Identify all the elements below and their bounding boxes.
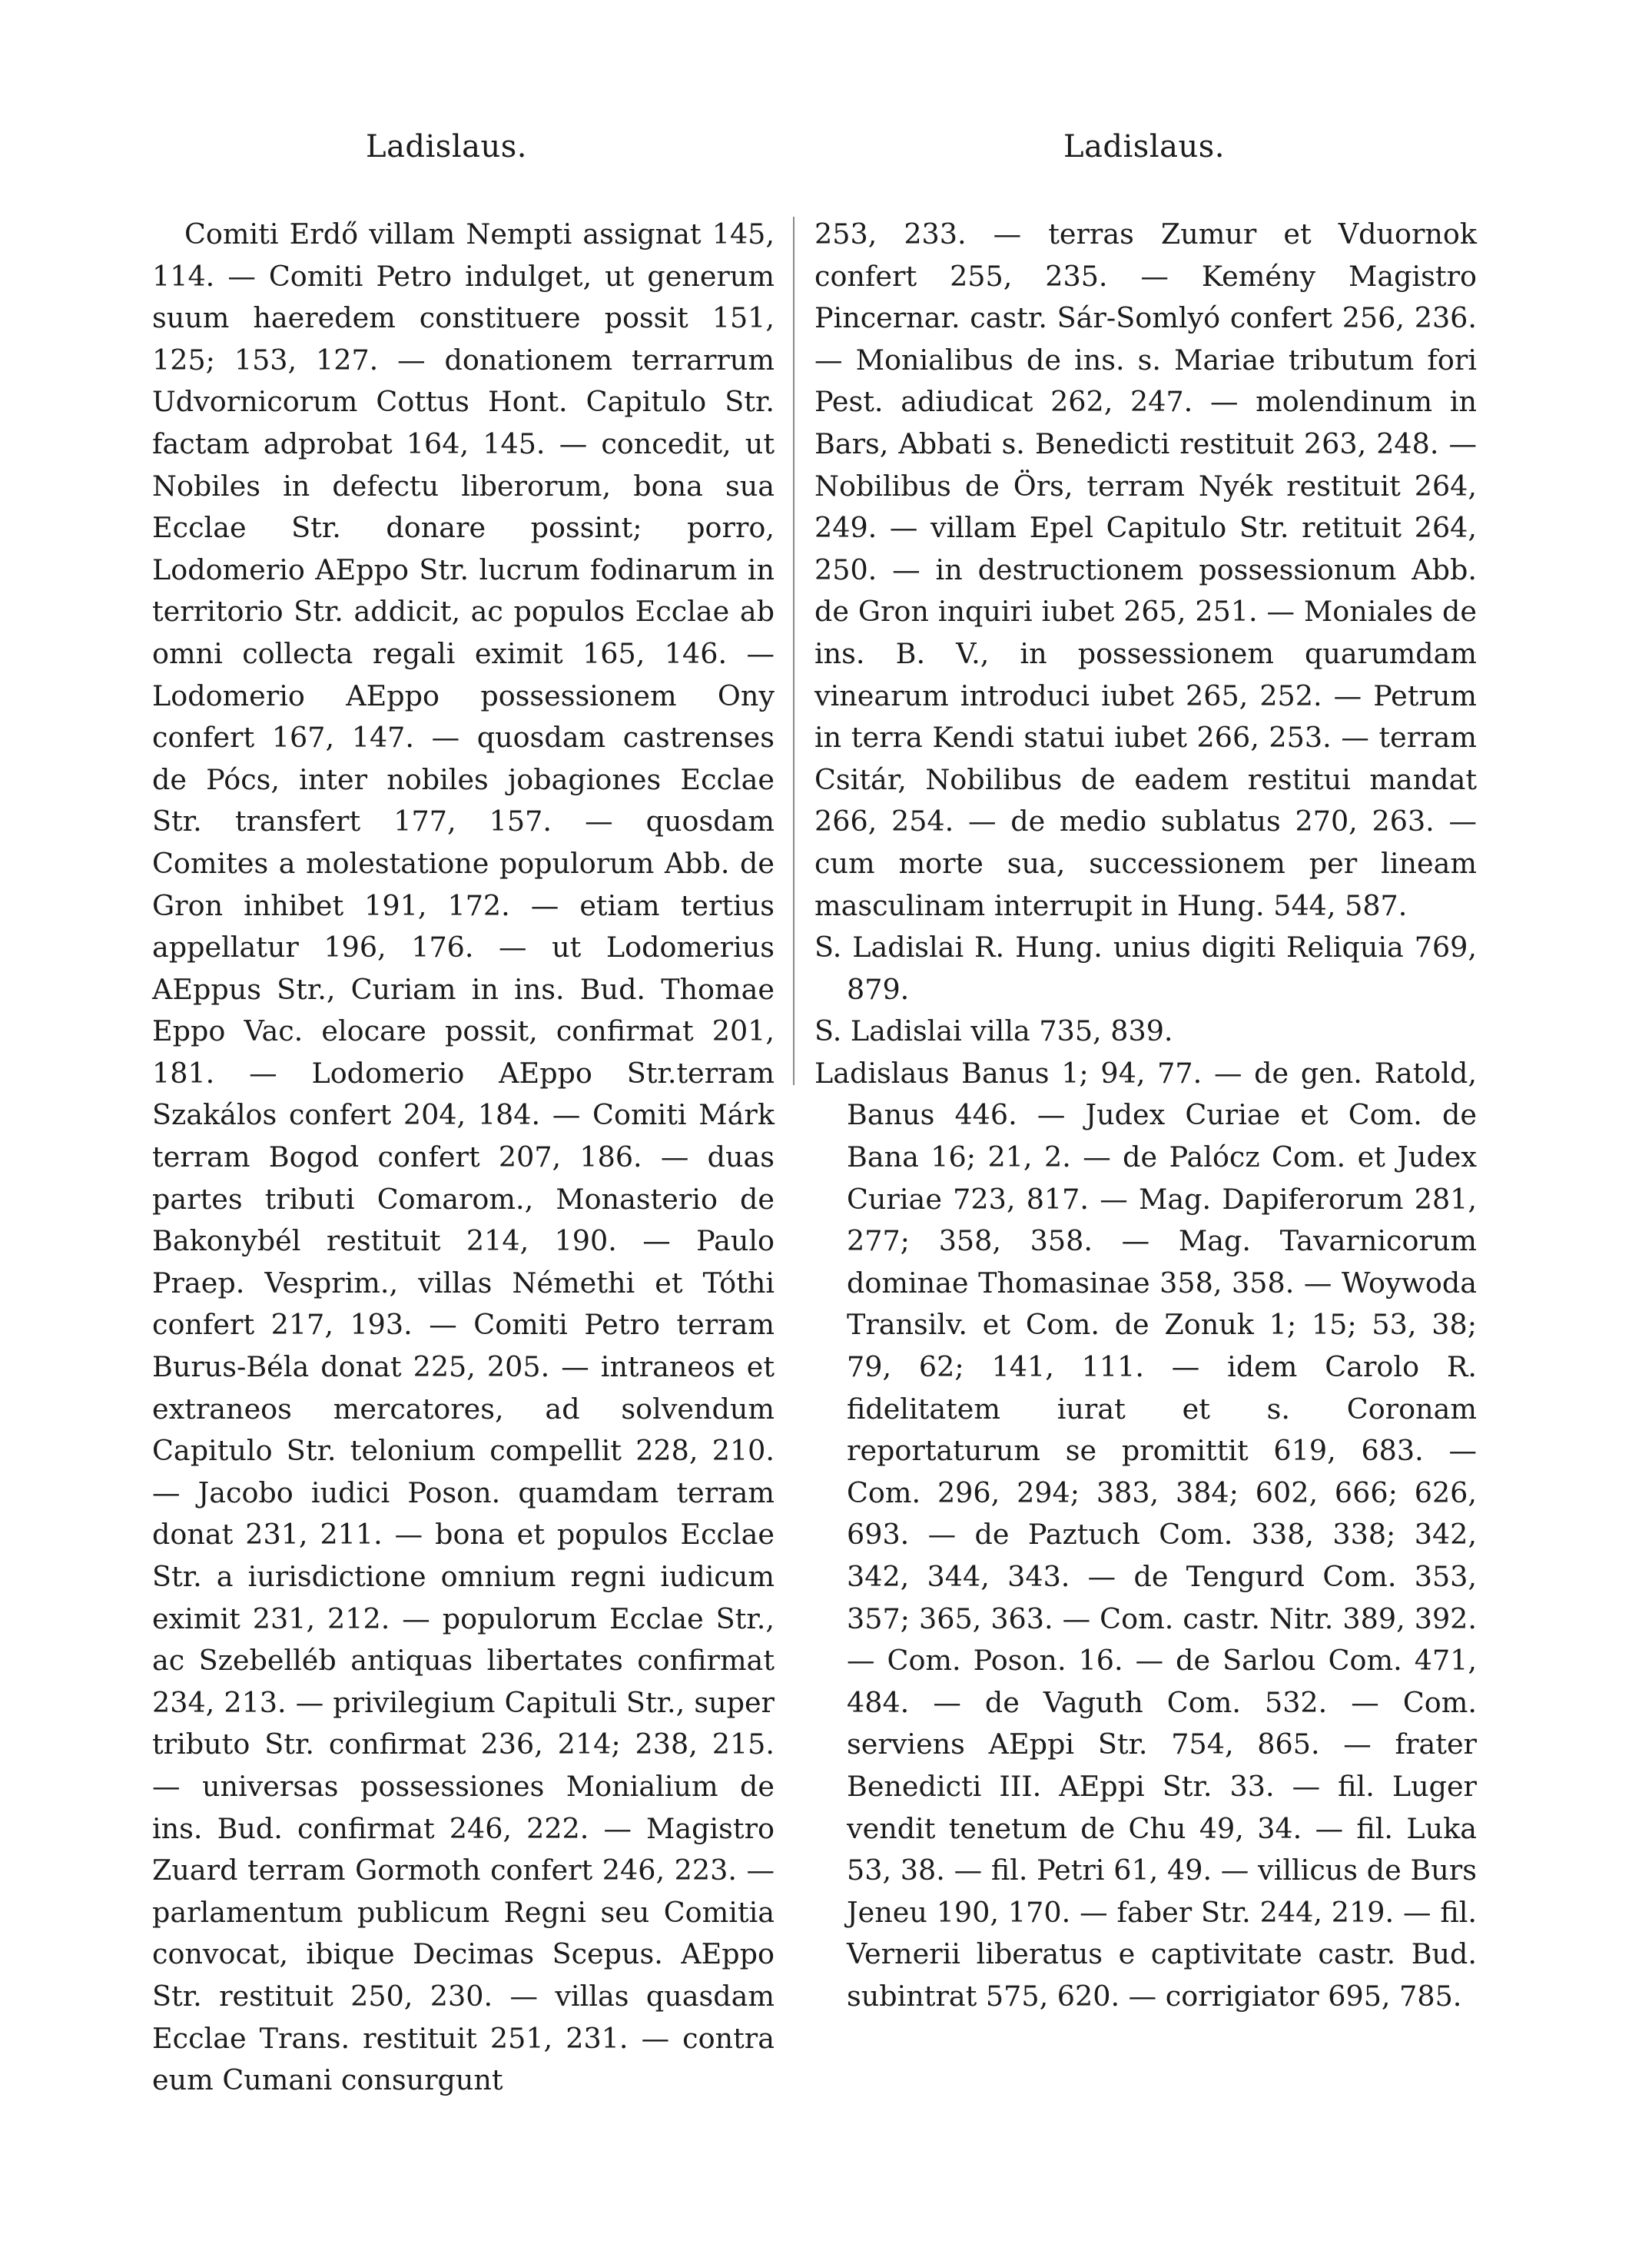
entry-text: Comiti Erdő villam Nempti assignat 145, 114. — Comiti Petro indulget, ut generum suum haeredem constituere possit 151, 125; 153, 127. — donationem terrarrum Udvornicorum Cottus Hont. Capitulo Str. factam adprobat 164, 145. — concedit, ut Nobiles in defectu liberorum, bona sua Ecclae Str. donare possint; porro, Lodomerio AEppo Str. lucrum fodinarum in territorio Str. addicit, ac populos Ecclae ab omni collecta regali eximit 165, 146. — Lodomerio AEppo possessionem Ony confert 167, 147. — quosdam castrenses de Pócs, inter nobiles jobagiones Ecclae Str. transfert 177, 157. — quosdam Comites a molestatione populorum Abb. de Gron inhibet 191, 172. — etiam tertius appellatur 196, 176. — ut Lodomerius AEppus Str., Curiam in ins. Bud. Thomae Eppo Vac. elocare possit, confirmat 201, 181. — Lodomerio AEppo Str.terram Szakálos confert 204, 184. — Comiti Márk terram Bogod confert 207, 186. — duas partes tributi Comarom., Monasterio de Bakonybél restituit 214, 190. — Paulo Praep. Vesprim., villas Némethi et Tóthi confert 217, 193. — Comiti Petro terram Burus-Béla donat 225, 205. — intraneos et extraneos mercatores, ad solvendum Capitulo Str. telonium compellit 228, 210. — Jacobo iudici Poson. quamdam terram donat 231, 211. — bona et populos Ecclae Str. a iurisdictione omnium regni iudicum eximit 231, 212. — populorum Ecclae Str., ac Szebelléb antiquas libertates confirmat 234, 213. — privilegium Capituli Str., super tributo Str. confirmat 236, 214; 238, 215. — universas possessiones Monialium de ins. Bud. confirmat 246, 222. — Magistro Zuard terram Gormoth confert 246, 223. — parlamentum publicum Regni seu Comitia convocat, ibique Decimas Scepus. AEppo Str. restituit 250, 230. — villas quasdam Ecclae Trans. restituit 251, 231. — contra eum Cumani consurgunt bbox=[152, 217, 775, 2097]
running-header-right: Ladislaus. bbox=[1063, 129, 1225, 164]
index-entry-continuation-right: 253, 233. — terras Zumur et Vduornok confert 255, 235. — Kemény Magistro Pincernar. castr. Sár-Somlyó confert 256, 236. — Monialibus de ins. s. Mariae tributum fori Pest. adiudicat 262, 247. — molendinum in Bars, Abbati s. Benedicti restituit 263, 248. — Nobilibus de Örs, terram Nyék restituit 264, 249. — villam Epel Capitulo Str. retituit 264, 250. — in destructionem possessionum Abb. de Gron inquiri iubet 265, 251. — Moniales de ins. B. V., in possessionem quarumdam vinearum introduci iubet 265, 252. — Petrum in terra Kendi statui iubet 266, 253. — terram Csitár, Nobilibus de eadem restitui mandat 266, 254. — de medio sublatus 270, 263. — cum morte sua, successionem per lineam masculinam interrupit in Hung. 544, 587. bbox=[814, 217, 1477, 922]
index-entry-continuation-left bbox=[152, 214, 775, 2102]
left-column bbox=[152, 214, 775, 2102]
running-header-left: Ladislaus. bbox=[366, 129, 527, 164]
right-column bbox=[814, 214, 1477, 2018]
index-entry: Ladislaus Banus 1; 94, 77. — de gen. Ratold, Banus 446. — Judex Curiae et Com. de Bana 16; 21, 2. — de Palócz Com. et Judex Curiae 723, 817. — Mag. Dapiferorum 281, 277; 358, 358. — Mag. Tavarnicorum dominae Thomasinae 358, 358. — Woywoda Transilv. et Com. de Zonuk 1; 15; 53, 38; 79, 62; 141, 111. — idem Carolo R. fidelitatem iurat et s. Coronam reportaturum se promittit 619, 683. — Com. 296, 294; 383, 384; 602, 666; 626, 693. — de Paztuch Com. 338, 338; 342, 342, 344, 343. — de Tengurd Com. 353, 357; 365, 363. — Com. castr. Nitr. 389, 392. — Com. Poson. 16. — de Sarlou Com. 471, 484. — de Vaguth Com. 532. — Com. serviens AEppi Str. 754, 865. — frater Benedicti III. AEppi Str. 33. — fil. Luger vendit tenetum de Chu 49, 34. — fil. Luka 53, 38. — fil. Petri 61, 49. — villicus de Burs Jeneu 190, 170. — faber Str. 244, 219. — fil. Vernerii liberatus e captivitate castr. Bud. subintrat 575, 620. — corrigiator 695, 785. bbox=[814, 1056, 1477, 2013]
index-entry: S. Ladislai R. Hung. unius digiti Reliquia 769, 879. bbox=[814, 931, 1477, 1006]
index-entry: S. Ladislai villa 735, 839. bbox=[814, 1014, 1173, 1048]
column-divider bbox=[793, 217, 794, 1085]
